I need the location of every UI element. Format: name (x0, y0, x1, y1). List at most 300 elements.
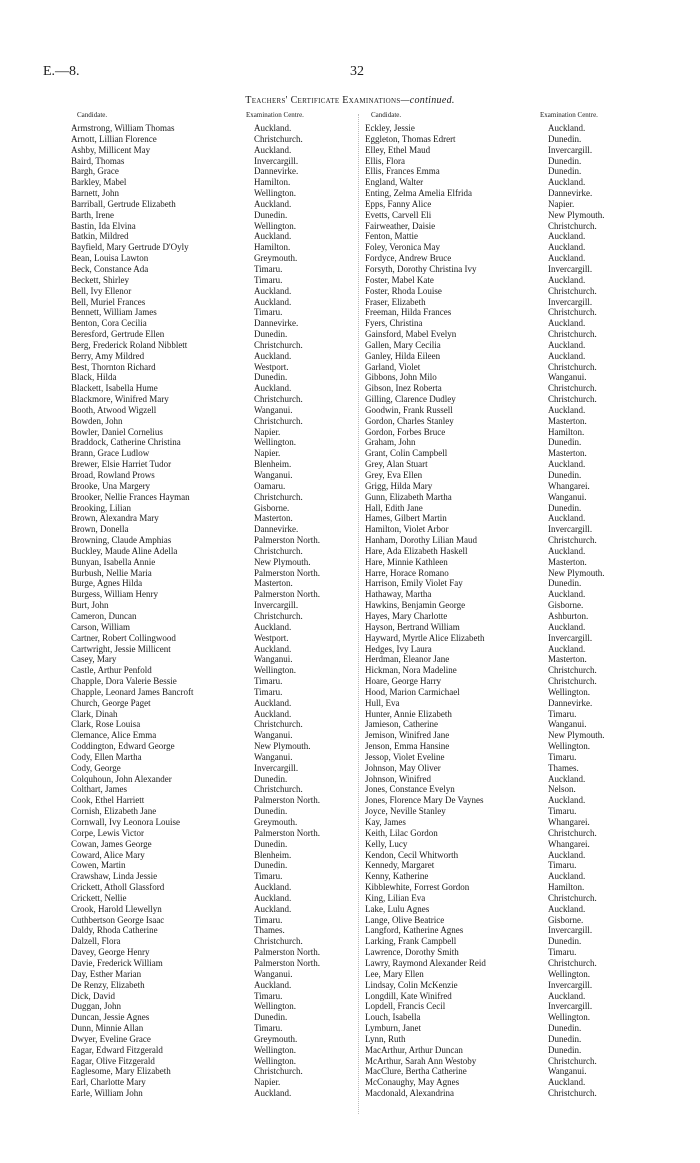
examination-centre: Auckland. (548, 621, 586, 632)
candidate-row (71, 372, 361, 383)
candidate-row (71, 286, 361, 297)
candidate-name: Cameron, Duncan (71, 610, 137, 621)
examination-centre: Auckland. (254, 383, 292, 394)
examination-centre: Wanganui. (254, 654, 293, 665)
examination-centre: Auckland. (254, 979, 292, 990)
examination-centre: Palmerston North. (254, 957, 320, 968)
candidate-row (71, 795, 361, 806)
examination-centre: Nelson. (548, 784, 576, 795)
candidate-name: Herdman, Eleanor Jane (365, 654, 450, 665)
candidate-row (71, 828, 361, 839)
candidate-name: Jones, Florence Mary De Vaynes (365, 795, 484, 806)
candidate-row (365, 123, 665, 134)
candidate-row (71, 578, 361, 589)
candidate-name: Ganley, Hilda Eileen (365, 350, 441, 361)
examination-centre: Invercargill. (254, 762, 299, 773)
candidate-row (71, 134, 361, 145)
candidate-name: Crawshaw, Linda Jessie (71, 871, 158, 882)
candidate-name: Bowler, Daniel Cornelius (71, 426, 163, 437)
candidate-name: Gainsford, Mabel Evelyn (365, 329, 457, 340)
candidate-row (365, 1001, 665, 1012)
candidate-row (71, 481, 361, 492)
candidate-name: Burt, John (71, 600, 109, 611)
candidate-name: Lee, Mary Ellen (365, 968, 424, 979)
candidate-name: Beresford, Gertrude Ellen (71, 329, 165, 340)
examination-centre: Auckland. (548, 849, 586, 860)
examination-centre: Timaru. (254, 686, 283, 697)
candidate-row (365, 286, 665, 297)
candidate-row (71, 633, 361, 644)
candidate-name: Earl, Charlotte Mary (71, 1077, 146, 1088)
candidate-name: Cowan, James George (71, 838, 152, 849)
candidate-row (71, 557, 361, 568)
examination-centre: Dunedin. (254, 806, 288, 817)
examination-centre: Auckland. (254, 285, 292, 296)
examination-centre: Timaru. (548, 806, 577, 817)
examination-centre: Dannevirke. (548, 697, 593, 708)
candidate-row (71, 752, 361, 763)
examination-centre: Auckland. (254, 350, 292, 361)
candidate-name: Castle, Arthur Penfold (71, 665, 152, 676)
candidate-name: Kibblewhite, Forrest Gordon (365, 882, 470, 893)
candidate-row (71, 329, 361, 340)
candidate-row (365, 492, 665, 503)
examination-centre: Westport. (254, 361, 289, 372)
candidate-name: Hull, Eva (365, 697, 400, 708)
candidate-row (71, 817, 361, 828)
candidate-name: Kennedy, Margaret (365, 860, 435, 871)
examination-centre: Invercargill. (254, 155, 299, 166)
candidate-name: Arnott, Lillian Florence (71, 133, 157, 144)
candidate-name: Eckley, Jessie (365, 123, 415, 133)
candidate-row (365, 459, 665, 470)
candidate-name: Garland, Violet (365, 361, 421, 372)
candidate-row (365, 275, 665, 286)
examination-centre: Invercargill. (254, 600, 299, 611)
candidate-name: Lopdell, Francis Cecil (365, 1001, 446, 1012)
candidate-row (365, 709, 665, 720)
examination-centre: Dunedin. (548, 936, 582, 947)
candidate-name: McArthur, Sarah Ann Westoby (365, 1055, 477, 1066)
title-prefix: Teachers' Certificate (245, 95, 340, 106)
candidate-name: Lynn, Ruth (365, 1033, 406, 1044)
candidate-name: Johnson, Winifred (365, 773, 431, 784)
examination-centre: Christchurch. (254, 610, 303, 621)
candidate-row (71, 860, 361, 871)
candidate-name: Hayward, Myrtle Alice Elizabeth (365, 632, 485, 643)
examination-centre: Dunedin. (548, 1033, 582, 1044)
candidate-name: Carson, William (71, 621, 130, 632)
candidate-name: Browning, Claude Amphias (71, 535, 172, 546)
candidate-name: Coward, Alice Mary (71, 849, 145, 860)
examination-centre: Timaru. (548, 947, 577, 958)
candidate-row (71, 242, 361, 253)
examination-centre: New Plymouth. (548, 567, 605, 578)
examination-centre: Greymouth. (254, 1033, 298, 1044)
candidate-header: Candidate. (77, 111, 108, 119)
candidate-name: Duncan, Jessie Agnes (71, 1012, 150, 1023)
examination-centre: Christchurch. (548, 394, 597, 405)
candidate-row (365, 1034, 665, 1045)
examination-centre: Christchurch. (548, 1055, 597, 1066)
examination-centre: Auckland. (548, 123, 586, 133)
candidate-row (71, 611, 361, 622)
candidate-name: Bennett, William James (71, 307, 157, 318)
candidate-row (71, 427, 361, 438)
candidate-name: Hare, Minnie Kathleen (365, 556, 448, 567)
candidate-row (365, 915, 665, 926)
examination-centre: Dannevirke. (254, 166, 299, 177)
examination-centre: Auckland. (548, 253, 586, 264)
candidate-row (365, 589, 665, 600)
examination-centre: Invercargill. (548, 925, 593, 936)
candidate-row (71, 405, 361, 416)
candidate-row (365, 253, 665, 264)
candidate-name: Dalzell, Flora (71, 936, 121, 947)
candidate-name: Kendon, Cecil Whitworth (365, 849, 459, 860)
examination-centre: Christchurch. (548, 329, 597, 340)
candidate-row (365, 166, 665, 177)
candidate-name: Berg, Frederick Roland Nibblett (71, 339, 188, 350)
candidate-name: Jenson, Emma Hansine (365, 741, 450, 752)
candidate-name: Bowden, John (71, 415, 123, 426)
candidate-row (365, 188, 665, 199)
candidate-header: Candidate. (371, 111, 402, 119)
examination-centre: New Plymouth. (548, 209, 605, 220)
examination-centre: Wanganui. (254, 730, 293, 741)
candidate-row (365, 470, 665, 481)
examination-centre: Wellington. (548, 968, 591, 979)
examination-centre: Auckland. (548, 339, 586, 350)
candidate-row (365, 947, 665, 958)
candidate-name: Brewer, Elsie Harriet Tudor (71, 459, 172, 470)
candidate-row (71, 774, 361, 785)
examination-centre: Wellington. (254, 1001, 297, 1012)
candidate-row (365, 871, 665, 882)
candidate-row (71, 600, 361, 611)
examination-centre: Masterton. (254, 513, 293, 524)
examination-centre: Dunedin. (548, 133, 582, 144)
examination-centre: Dunedin. (548, 470, 582, 480)
candidate-row (365, 719, 665, 730)
candidate-row (71, 687, 361, 698)
examination-centre: Greymouth. (254, 253, 298, 264)
candidate-row (71, 524, 361, 535)
examination-centre: Wanganui. (548, 491, 587, 502)
candidate-name: Hickman, Nora Madeline (365, 665, 457, 676)
examination-centre: Christchurch. (548, 957, 597, 968)
examination-centre: Auckland. (548, 871, 586, 882)
candidate-name: Forsyth, Dorothy Christina Ivy (365, 263, 477, 274)
examination-centre: Auckland. (254, 892, 292, 903)
examination-centre: Christchurch. (254, 133, 303, 144)
examination-centre: Thames. (254, 925, 285, 936)
examination-centre: Dunedin. (548, 155, 582, 166)
candidate-name: Blackett, Isabella Hume (71, 383, 158, 394)
candidate-row (71, 1034, 361, 1045)
candidate-name: Macdonald, Alexandrina (365, 1088, 454, 1099)
examination-centre: Timaru. (254, 307, 283, 318)
examination-centre: Timaru. (254, 914, 283, 925)
candidate-name: Daldy, Rhoda Catherine (71, 925, 158, 936)
candidate-row (365, 784, 665, 795)
examination-centre: Wanganui. (254, 470, 293, 480)
candidate-name: Hayson, Bertrand William (365, 621, 460, 632)
candidate-row (71, 763, 361, 774)
title-suffix: —continued. (400, 95, 455, 106)
candidate-name: Barth, Irene (71, 209, 114, 220)
examination-centre: Auckland. (548, 990, 586, 1001)
candidate-name: Grey, Eva Ellen (365, 470, 423, 480)
candidate-name: Brooke, Una Margery (71, 480, 151, 491)
examination-centre: Whangarei. (548, 838, 590, 849)
examination-centre: Ashburton. (548, 610, 589, 621)
candidate-row (71, 969, 361, 980)
examination-centre: Wellington. (548, 1012, 591, 1023)
examination-centre: Dunedin. (254, 329, 288, 340)
examination-centre: Hamilton. (548, 426, 585, 437)
examination-centre: Christchurch. (254, 719, 303, 730)
examination-centre: Timaru. (254, 990, 283, 1001)
candidate-row (71, 730, 361, 741)
examination-centre: Palmerston North. (254, 567, 320, 578)
examination-centre: Auckland. (254, 231, 292, 242)
examination-centre: Christchurch. (548, 220, 597, 231)
examination-centre: Dannevirke. (548, 188, 593, 199)
examination-centre: Wanganui. (548, 719, 587, 730)
candidate-row (365, 1012, 665, 1023)
candidate-name: Lawry, Raymond Alexander Reid (365, 957, 486, 968)
candidate-name: Langford, Katherine Agnes (365, 925, 464, 936)
candidate-row (365, 134, 665, 145)
examination-centre: Auckland. (548, 545, 586, 556)
candidate-name: Eagar, Edward Fitzgerald (71, 1044, 163, 1055)
candidate-row (365, 1088, 665, 1099)
candidate-name: Bell, Ivy Ellenor (71, 285, 132, 296)
examination-centre: Oamaru. (254, 480, 286, 491)
candidate-name: MacArthur, Arthur Duncan (365, 1044, 463, 1055)
candidate-name: Casey, Mary (71, 654, 117, 665)
candidate-name: King, Lilian Eva (365, 892, 426, 903)
candidate-row (71, 947, 361, 958)
centre-header: Examination Centre. (246, 111, 304, 119)
candidate-row (71, 383, 361, 394)
candidate-name: Brown, Alexandra Mary (71, 513, 159, 524)
examination-centre: Auckland. (254, 198, 292, 209)
candidate-row (365, 578, 665, 589)
candidate-name: Hedges, Ivy Laura (365, 643, 432, 654)
examination-centre: Invercargill. (548, 524, 593, 535)
right-column (365, 109, 665, 1099)
examination-centre: Thames. (548, 762, 579, 773)
candidate-row (365, 936, 665, 947)
candidate-row (365, 535, 665, 546)
candidate-row (71, 622, 361, 633)
candidate-row (71, 221, 361, 232)
examination-centre: Auckland. (254, 643, 292, 654)
candidate-name: Gallen, Mary Cecilia (365, 339, 441, 350)
candidate-name: Burge, Agnes Hilda (71, 578, 143, 589)
candidate-row (365, 297, 665, 308)
candidate-name: Beckett, Shirley (71, 274, 129, 285)
examination-centre: Christchurch. (548, 285, 597, 296)
candidate-name: Hathaway, Martha (365, 589, 432, 600)
candidate-row (365, 882, 665, 893)
candidate-row (71, 806, 361, 817)
examination-centre: Auckland. (548, 773, 586, 784)
examination-centre: Wellington. (254, 188, 297, 199)
candidate-name: Hoare, George Harry (365, 676, 442, 687)
candidate-row (365, 231, 665, 242)
examination-centre: Christchurch. (254, 415, 303, 426)
candidate-row (365, 145, 665, 156)
candidate-name: Lindsay, Colin McKenzie (365, 979, 458, 990)
candidate-row (71, 644, 361, 655)
examination-centre: Wellington. (548, 686, 591, 697)
candidate-row (71, 123, 361, 134)
candidate-row (365, 925, 665, 936)
candidate-name: Fyers, Christina (365, 318, 423, 329)
candidate-row (71, 188, 361, 199)
examination-centre: Auckland. (254, 123, 292, 133)
examination-centre: Palmerston North. (254, 795, 320, 806)
examination-centre: Dunedin. (548, 502, 582, 513)
candidate-row (365, 730, 665, 741)
candidate-name: Clemance, Alice Emma (71, 730, 157, 741)
examination-centre: Christchurch. (548, 361, 597, 372)
examination-centre: Dunedin. (548, 1023, 582, 1034)
candidate-name: Gilling, Clarence Dudley (365, 394, 456, 405)
examination-centre: Dunedin. (254, 838, 288, 849)
candidate-row (365, 242, 665, 253)
candidate-row (71, 177, 361, 188)
candidate-row (71, 1001, 361, 1012)
candidate-row (71, 546, 361, 557)
examination-centre: Palmerston North. (254, 947, 320, 958)
candidate-row (71, 362, 361, 373)
candidate-name: Cuthbertson George Isaac (71, 914, 165, 925)
candidate-name: Lawrence, Dorothy Smith (365, 947, 459, 958)
examination-centre: Wellington. (254, 1044, 297, 1055)
examination-centre: Dunedin. (548, 166, 582, 177)
candidate-name: Best, Thornton Richard (71, 361, 156, 372)
examination-centre: Timaru. (548, 860, 577, 871)
candidate-row (365, 774, 665, 785)
candidate-row (71, 850, 361, 861)
examination-centre: Timaru. (254, 263, 283, 274)
candidate-name: Freeman, Hilda Frances (365, 307, 452, 318)
examination-centre: Christchurch. (548, 1088, 597, 1099)
examination-centre: Blenheim. (254, 459, 292, 470)
candidate-row (365, 199, 665, 210)
examination-centre: Wellington. (254, 665, 297, 676)
examination-centre: Blenheim. (254, 849, 292, 860)
candidate-name: Johnson, May Oliver (365, 762, 441, 773)
candidate-row (71, 568, 361, 579)
examination-centre: Christchurch. (548, 535, 597, 546)
candidate-row (71, 394, 361, 405)
examination-centre: Gisborne. (548, 914, 584, 925)
report-code: E.—8. (43, 64, 80, 79)
candidate-row (71, 1045, 361, 1056)
candidate-row (71, 253, 361, 264)
candidate-row (365, 340, 665, 351)
candidate-name: Fairweather, Daisie (365, 220, 436, 231)
candidate-name: Bell, Muriel Frances (71, 296, 146, 307)
candidate-row (365, 600, 665, 611)
examination-centre: Auckland. (548, 350, 586, 361)
candidate-name: Gunn, Elizabeth Martha (365, 491, 452, 502)
examination-centre: Christchurch. (548, 307, 597, 318)
candidate-name: Brooking, Lilian (71, 502, 131, 513)
candidate-row (365, 156, 665, 167)
examination-centre: Invercargill. (548, 263, 593, 274)
candidate-name: Davie, Frederick William (71, 957, 163, 968)
examination-centre: Invercargill. (548, 296, 593, 307)
examination-centre: Wellington. (254, 220, 297, 231)
candidate-row (71, 231, 361, 242)
examination-centre: Timaru. (254, 871, 283, 882)
candidate-name: Brown, Donella (71, 524, 129, 535)
examination-centre: Napier. (254, 1077, 281, 1088)
examination-centre: Timaru. (254, 274, 283, 285)
candidate-row (365, 1066, 665, 1077)
candidate-name: Bunyan, Isabella Annie (71, 556, 156, 567)
examination-centre: Palmerston North. (254, 827, 320, 838)
candidate-name: Buckley, Maude Aline Adella (71, 545, 178, 556)
examination-centre: Whangarei. (548, 817, 590, 827)
candidate-row (365, 177, 665, 188)
candidate-row (71, 459, 361, 470)
candidate-row (365, 904, 665, 915)
examination-centre: Dannevirke. (254, 524, 299, 535)
examination-centre: Masterton. (548, 415, 587, 426)
candidate-row (365, 210, 665, 221)
candidate-row (71, 275, 361, 286)
examination-centre: Christchurch. (548, 676, 597, 687)
examination-centre: Christchurch. (254, 936, 303, 947)
candidate-name: Braddock, Catherine Christina (71, 437, 181, 448)
candidate-row (365, 676, 665, 687)
candidate-name: Brooker, Nellie Frances Hayman (71, 491, 190, 502)
candidate-row (365, 568, 665, 579)
candidate-row (71, 665, 361, 676)
examination-centre: Hamilton. (254, 177, 291, 188)
candidate-row (365, 481, 665, 492)
examination-centre: Napier. (254, 448, 281, 459)
right-candidate-list (365, 123, 665, 1099)
candidate-name: Earle, William John (71, 1088, 143, 1099)
examination-centre: Auckland. (548, 404, 586, 415)
candidate-name: Bayfield, Mary Gertrude D'Oyly (71, 242, 189, 253)
candidate-row (365, 980, 665, 991)
candidate-name: Bean, Louisa Lawton (71, 253, 149, 264)
candidate-row (71, 340, 361, 351)
candidate-name: Dunn, Minnie Allan (71, 1023, 144, 1034)
title-main: Examinations (342, 95, 401, 106)
candidate-name: Grey, Alan Stuart (365, 459, 428, 470)
examination-centre: Auckland. (254, 882, 292, 893)
candidate-name: Baird, Thomas (71, 155, 125, 166)
candidate-name: Graham, John (365, 437, 416, 448)
candidate-row (71, 698, 361, 709)
examination-centre: Gisborne. (254, 502, 290, 513)
candidate-name: Black, Hilda (71, 372, 117, 383)
candidate-row (365, 329, 665, 340)
candidate-row (365, 839, 665, 850)
examination-centre: Dunedin. (254, 372, 288, 383)
examination-centre: Westport. (254, 632, 289, 643)
